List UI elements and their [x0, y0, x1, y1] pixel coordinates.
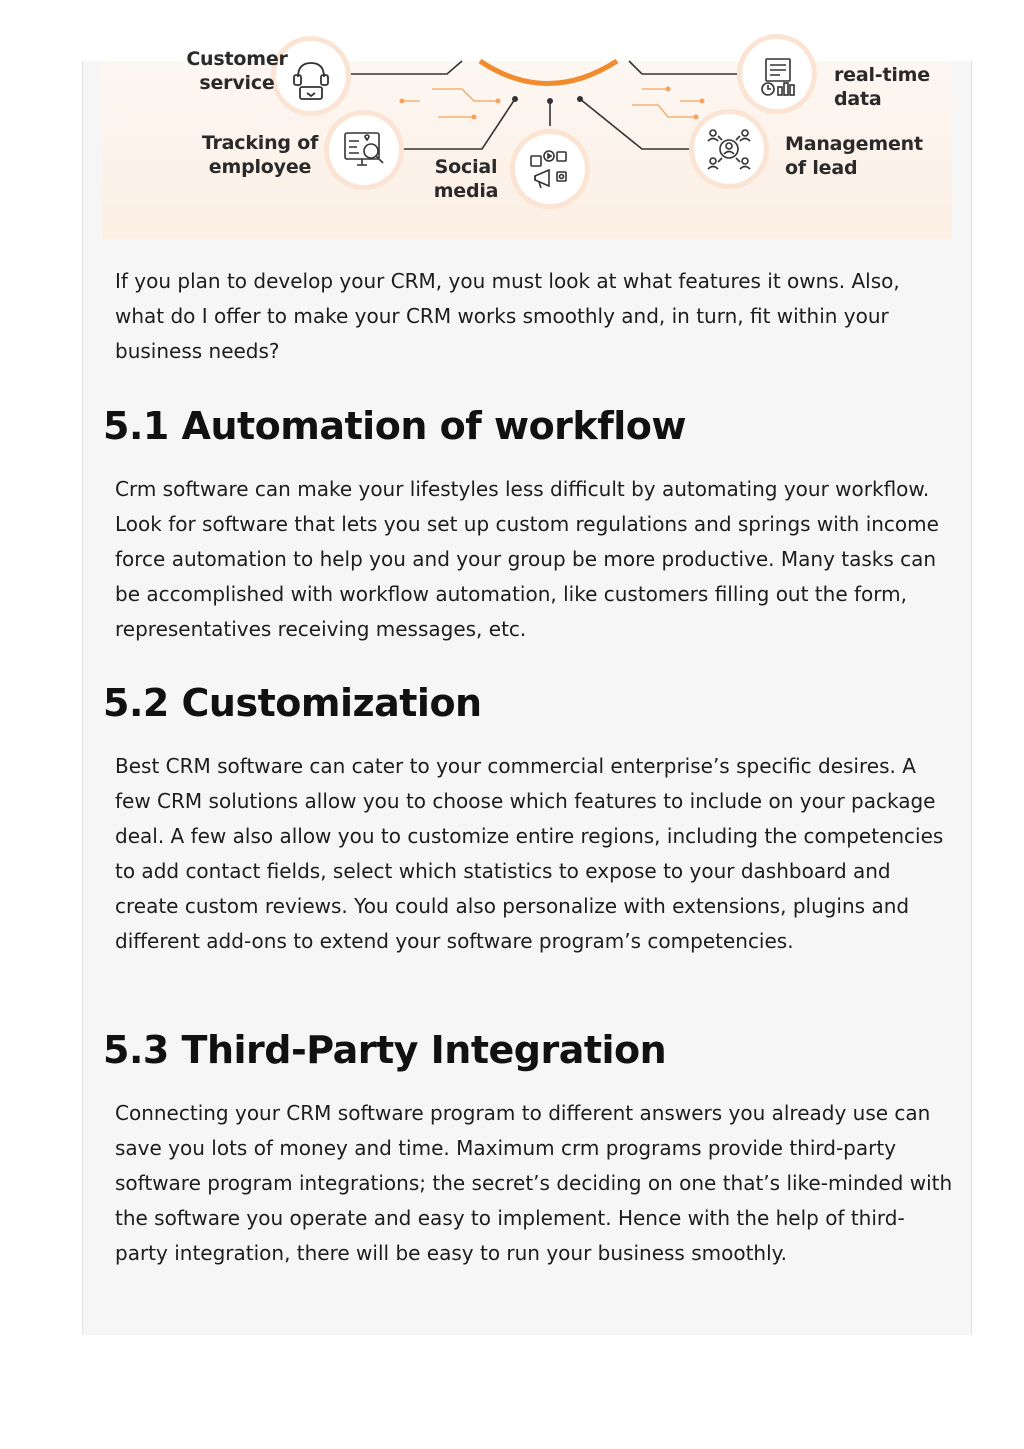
section-heading-automation: 5.1 Automation of workflow [103, 404, 686, 448]
real-time-data-label: real-time data [834, 64, 930, 110]
section-body-customization: Best CRM software can cater to your commercial enterprise’s specific desires. A few CRM solutions allow you to choose which features to include on your package deal. A few also allow you to customize entire regions, including the competencies to add contact fields, select which statistics to expose to your dashboard and create custom reviews. You could also personalize with extensions, plugins and different add-ons to extend your software program’s competencies. [115, 754, 944, 953]
dashboard-chart-icon [742, 39, 812, 109]
megaphone-icon [515, 134, 585, 204]
section-heading-customization: 5.2 Customization [103, 681, 482, 725]
lead-management-node [694, 114, 764, 184]
customer-service-label: Customer service [186, 48, 288, 94]
monitor-search-icon [329, 115, 399, 185]
social-media-node [515, 134, 585, 204]
lead-management-label: Management of lead [785, 133, 923, 179]
social-media-label: Social media [433, 156, 499, 202]
employee-tracking-label: Tracking of employee [201, 132, 319, 178]
real-time-data-node [742, 39, 812, 109]
section-body-automation: Crm software can make your lifestyles less difficult by automating your workflow. Look for software that lets you set up custom regulations and springs with income force automation to help you and your group be more productive. Many tasks can be accomplished with workflow automation, like customers filling out the form, representatives receiving messages, etc. [115, 477, 939, 641]
intro-paragraph: If you plan to develop your CRM, you must look at what features it owns. Also, what do I offer to make your CRM works smoothly and, in turn, fit within your business needs? [115, 269, 900, 363]
section-heading-integration: 5.3 Third-Party Integration [103, 1028, 667, 1072]
employee-tracking-node [329, 115, 399, 185]
crm-features-infographic [102, 48, 952, 239]
section-body-integration: Connecting your CRM software program to different answers you already use can save you lots of money and time. Maximum crm programs provide third-party software program integrations; the secret’s deciding on one that’s like-minded with the software you operate and easy to implement. Hence with the help of third-party integration, there will be easy to run your business smoothly. [115, 1101, 953, 1265]
lead-network-icon [694, 114, 764, 184]
